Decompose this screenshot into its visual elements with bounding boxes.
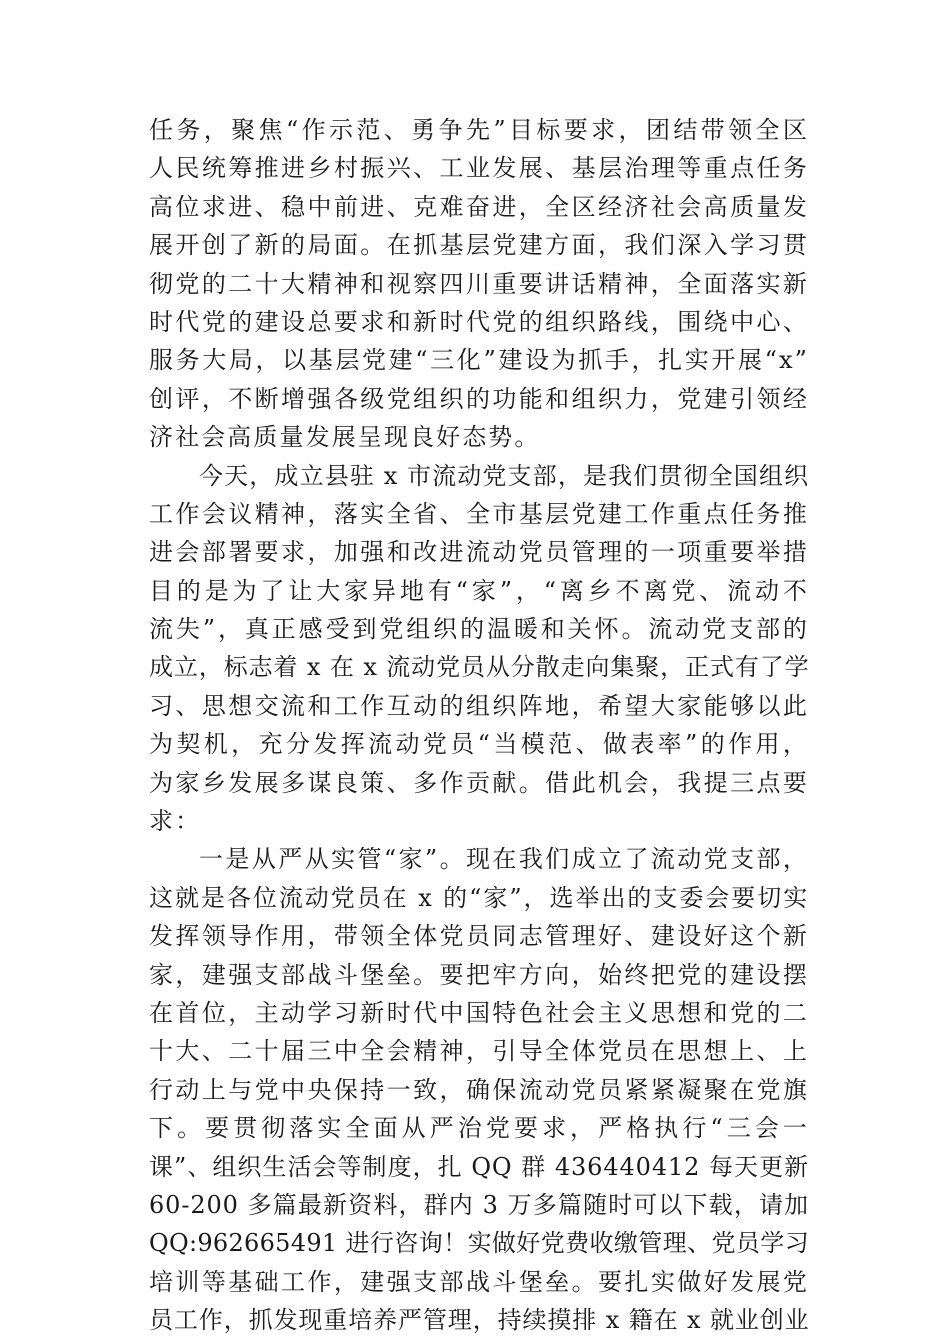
text-line: 时代党的建设总要求和新时代党的组织路线，围绕中心、 (149, 307, 809, 336)
text-line: 展开创了新的局面。在抓基层党建方面，我们深入学习贯 (149, 231, 809, 260)
text-line: QQ:962665491 进行咨询！实做好党费收缴管理、党员学习 (149, 1229, 809, 1258)
text-line: 目的是为了让大家异地有“家”，“离乡不离党、流动不 (149, 576, 809, 605)
text-line: 高位求进、稳中前进、克难奋进，全区经济社会高质量发 (149, 192, 809, 221)
text-line: 培训等基础工作，建强支部战斗堡垒。要扎实做好发展党 (149, 1267, 809, 1296)
text-line: 为家乡发展多谋良策、多作贡献。借此机会，我提三点要 (149, 768, 809, 797)
text-line: 为契机，充分发挥流动党员“当模范、做表率”的作用， (149, 730, 809, 759)
text-line: 进会部署要求，加强和改进流动党员管理的一项重要举措 (149, 538, 809, 567)
text-line: 习、思想交流和工作互动的组织阵地，希望大家能够以此 (149, 691, 809, 720)
paragraph-first-line: 一是从严从实管“家”。现在我们成立了流动党支部， (199, 845, 809, 874)
text-line: 十大、二十届三中全会精神，引导全体党员在思想上、上 (149, 1037, 809, 1066)
text-line: 发挥领导作用，带领全体党员同志管理好、建设好这个新 (149, 922, 809, 951)
text-line: 彻党的二十大精神和视察四川重要讲话精神，全面落实新 (149, 269, 809, 298)
text-line: 这就是各位流动党员在 x 的“家”，选举出的支委会要切实 (149, 883, 809, 912)
paragraph-end-line: 求： (149, 807, 202, 836)
paragraph-end-line: 济社会高质量发展呈现良好态势。 (149, 423, 541, 452)
text-line: 下。要贯彻落实全面从严治党要求，严格执行“三会一 (149, 1114, 809, 1143)
text-line: 服务大局，以基层党建“三化”建设为抓手，扎实开展“x” (149, 346, 809, 375)
paragraph-first-line: 今天，成立县驻 x 市流动党支部，是我们贯彻全国组织 (199, 461, 809, 490)
text-line: 60-200 多篇最新资料，群内 3 万多篇随时可以下载，请加 (149, 1190, 809, 1219)
text-line: 工作会议精神，落实全省、全市基层党建工作重点任务推 (149, 499, 809, 528)
text-line: 行动上与党中央保持一致，确保流动党员紧紧凝聚在党旗 (149, 1075, 809, 1104)
body-text (149, 111, 809, 1340)
text-line: 创评，不断增强各级党组织的功能和组织力，党建引领经 (149, 384, 809, 413)
text-line: 课”、组织生活会等制度，扎 QQ 群 436440412 每天更新 (149, 1152, 809, 1181)
text-line: 人民统筹推进乡村振兴、工业发展、基层治理等重点任务 (149, 154, 809, 183)
text-line: 成立，标志着 x 在 x 流动党员从分散走向集聚，正式有了学 (149, 653, 810, 682)
text-line: 员工作，抓发现重培养严管理，持续摸排 x 籍在 x 就业创业 (149, 1306, 810, 1335)
text-line: 家，建强支部战斗堡垒。要把牢方向，始终把党的建设摆 (149, 960, 809, 989)
text-line: 在首位，主动学习新时代中国特色社会主义思想和党的二 (149, 998, 809, 1027)
text-line: 任务，聚焦“作示范、勇争先”目标要求，团结带领全区 (149, 116, 809, 144)
text-line: 流失”，真正感受到党组织的温暖和关怀。流动党支部的 (149, 615, 809, 644)
